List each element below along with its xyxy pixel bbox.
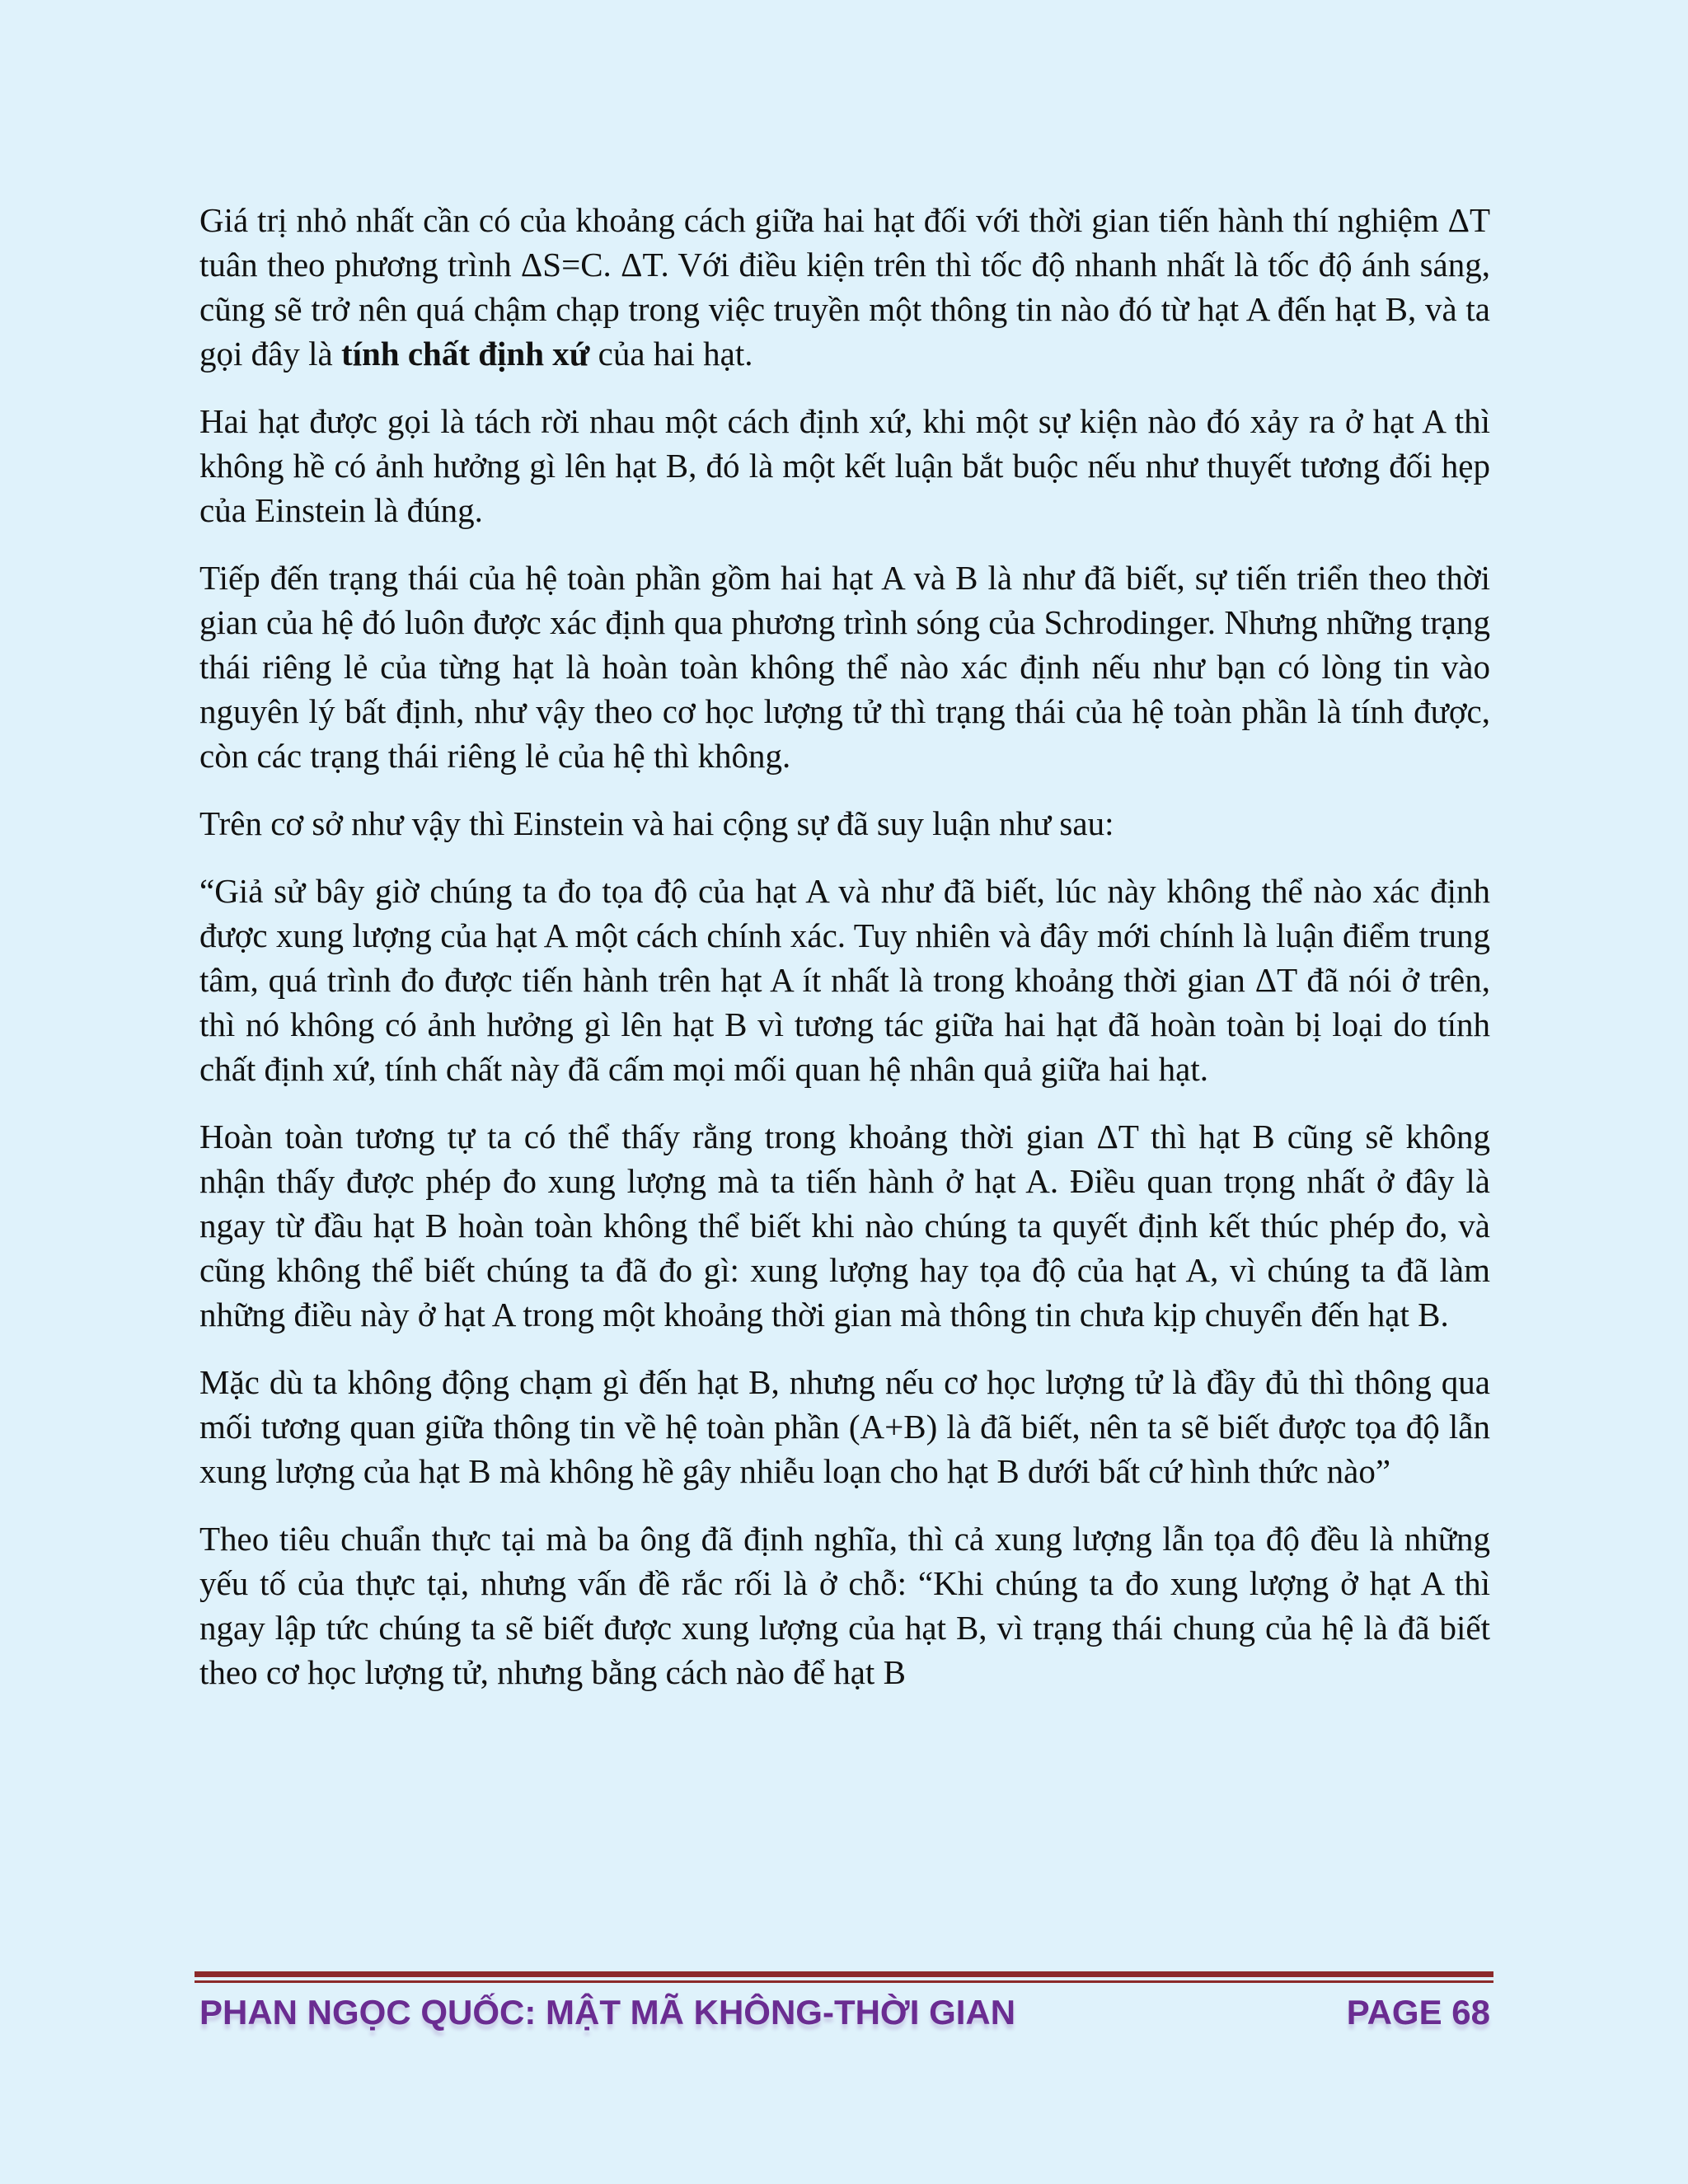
- body-text: [199, 198, 1490, 1718]
- paragraph-6: Hoàn toàn tương tự ta có thể thấy rằng trong khoảng thời gian ΔT thì hạt B cũng sẽ không nhận thấy được phép đo xung lượng mà ta tiến hành ở hạt A. Điều quan trọng nhất ở đây là ngay từ đầu hạt B hoàn toàn không thể biết khi nào chúng ta quyết định kết thúc phép đo, và cũng không thể biết chúng ta đã đo gì: xung lượng hay tọa độ của hạt A, vì chúng ta đã làm những điều này ở hạt A trong một khoảng thời gian mà thông tin chưa kịp chuyển đến hạt B.: [199, 1118, 1490, 1333]
- paragraph-7-quote-end: Mặc dù ta không động chạm gì đến hạt B, nhưng nếu cơ học lượng tử là đầy đủ thì thông qua mối tương quan giữa thông tin về hệ toàn phần (A+B) là đã biết, nên ta sẽ biết được tọa độ lẫn xung lượng của hạt B mà không hề gây nhiễu loạn cho hạt B dưới bất cứ hình thức nào”: [199, 1363, 1490, 1490]
- paragraph-1-before: Giá trị nhỏ nhất cần có của khoảng cách giữa hai hạt đối với thời gian tiến hành thí nghiệm ΔT tuân theo phương trình ΔS=C. ΔT. Với điều kiện trên thì tốc độ nhanh nhất là tốc độ ánh sáng, cũng sẽ trở nên quá chậm chạp trong việc truyền một thông tin nào đó từ hạt A đến hạt B, và ta gọi đây là: [199, 201, 1490, 373]
- footer-book-title: PHAN NGỌC QUỐC: MẬT MÃ KHÔNG-THỜI GIAN: [199, 1993, 1016, 2032]
- paragraph-2: Hai hạt được gọi là tách rời nhau một cách định xứ, khi một sự kiện nào đó xảy ra ở hạt A thì không hề có ảnh hưởng gì lên hạt B, đó là một kết luận bắt buộc nếu như thuyết tương đối hẹp của Einstein là đúng.: [199, 402, 1490, 529]
- paragraph-4: Trên cơ sở như vậy thì Einstein và hai cộng sự đã suy luận như sau:: [199, 804, 1114, 842]
- footer-page-number: PAGE 68: [1346, 1993, 1490, 2032]
- paragraph-1: [199, 198, 1490, 376]
- footer-rule-thin: [195, 1980, 1493, 1983]
- footer-rule-thick: [195, 1971, 1493, 1977]
- paragraph-3: Tiếp đến trạng thái của hệ toàn phần gồm hai hạt A và B là như đã biết, sự tiến triển theo thời gian của hệ đó luôn được xác định qua phương trình sóng của Schrodinger. Nhưng những trạng thái riêng lẻ của từng hạt là hoàn toàn không thể nào xác định nếu như bạn có lòng tin vào nguyên lý bất định, như vậy theo cơ học lượng tử thì trạng thái của hệ toàn phần là tính được, còn các trạng thái riêng lẻ của hệ thì không.: [199, 559, 1490, 775]
- paragraph-5-quote-start: “Giả sử bây giờ chúng ta đo tọa độ của hạt A và như đã biết, lúc này không thể nào xác định được xung lượng của hạt A một cách chính xác. Tuy nhiên và đây mới chính là luận điểm trung tâm, quá trình đo được tiến hành trên hạt A ít nhất là trong khoảng thời gian ΔT đã nói ở trên, thì nó không có ảnh hưởng gì lên hạt B vì tương tác giữa hai hạt đã hoàn toàn bị loại do tính chất định xứ, tính chất này đã cấm mọi mối quan hệ nhân quả giữa hai hạt.: [199, 872, 1490, 1088]
- paragraph-8: Theo tiêu chuẩn thực tại mà ba ông đã định nghĩa, thì cả xung lượng lẫn tọa độ đều là những yếu tố của thực tại, nhưng vấn đề rắc rối là ở chỗ: “Khi chúng ta đo xung lượng ở hạt A thì ngay lập tức chúng ta sẽ biết được xung lượng của hạt B, vì trạng thái chung của hệ là đã biết theo cơ học lượng tử, nhưng bằng cách nào để hạt B: [199, 1520, 1490, 1691]
- paragraph-1-bold-term: tính chất định xứ: [340, 335, 590, 373]
- paragraph-1-after: của hai hạt.: [589, 335, 753, 373]
- page-footer: [199, 1988, 1490, 2037]
